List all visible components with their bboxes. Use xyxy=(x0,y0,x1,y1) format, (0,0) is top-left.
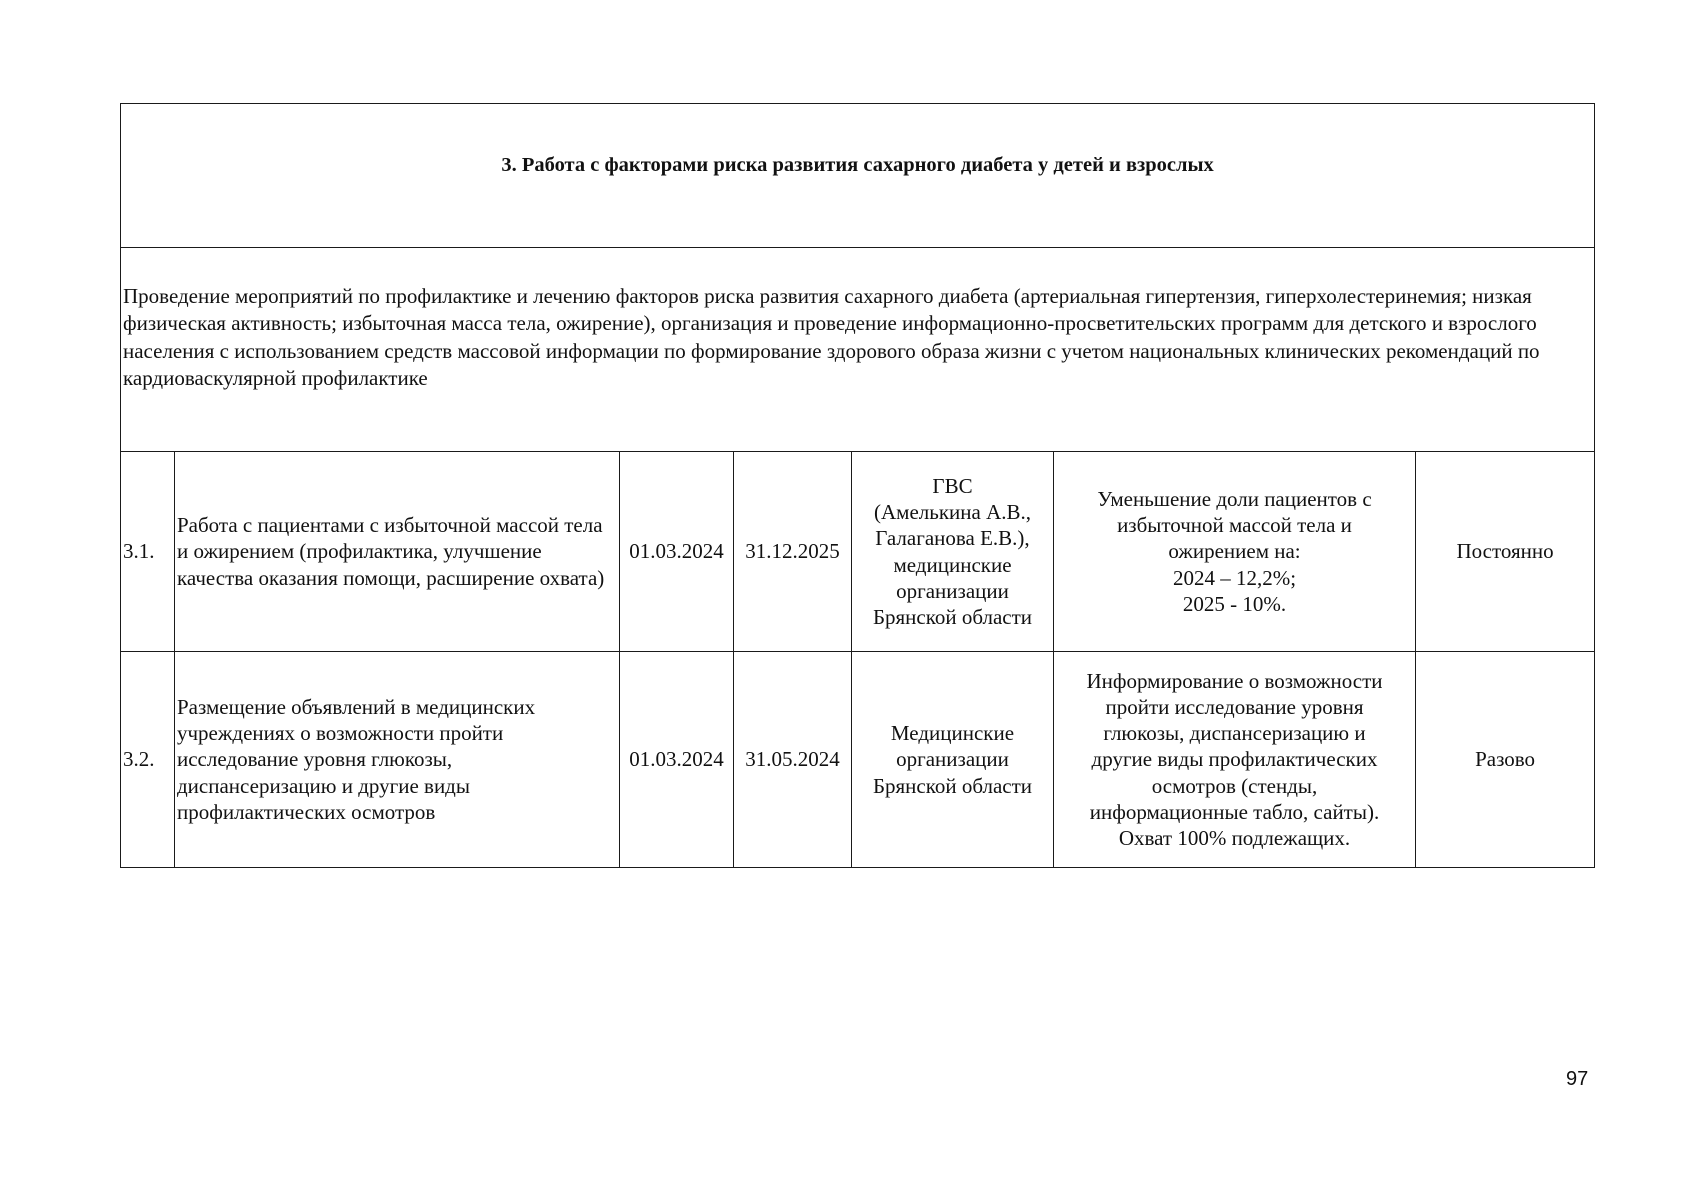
row-end-date: 31.12.2025 xyxy=(734,452,852,652)
row-number: 3.2. xyxy=(121,652,175,868)
row-activity: Работа с пациентами с избыточной массой тела и ожирением (профилактика, улучшение качества оказания помощи, расширение охвата) xyxy=(175,452,620,652)
row-start-date: 01.03.2024 xyxy=(620,452,734,652)
section-description-row xyxy=(121,248,1595,452)
section-title-cell xyxy=(121,104,1595,248)
section-description: Проведение мероприятий по профилактике и лечению факторов риска развития сахарного диабета (артериальная гипертензия, гиперхолестеринемия; низкая физическая активность; избыточная масса тела, ожирение), организация и проведение информационно-просветительских программ для детского и взрослого населения с использованием средств массовой информации по формирование здорового образа жизни с учетом национальных клинических рекомендаций по кардиоваскулярной профилактике xyxy=(123,283,1540,390)
activities-table xyxy=(120,103,1595,868)
section-title: 3. Работа с факторами риска развития сахарного диабета у детей и взрослых xyxy=(501,153,1214,176)
row-number: 3.1. xyxy=(121,452,175,652)
row-result: Информирование о возможности пройти исследование уровня глюкозы, диспансеризацию и другие виды профилактических осмотров (стенды, информационные табло, сайты). Охват 100% подлежащих. xyxy=(1054,652,1416,868)
section-description-cell xyxy=(121,248,1595,452)
section-title-row xyxy=(121,104,1595,248)
table-row xyxy=(121,452,1595,652)
row-start-date: 01.03.2024 xyxy=(620,652,734,868)
row-responsible: ГВС (Амелькина А.В., Галаганова Е.В.), медицинские организации Брянской области xyxy=(852,452,1054,652)
table-row xyxy=(121,652,1595,868)
row-responsible: Медицинские организации Брянской области xyxy=(852,652,1054,868)
page-number: 97 xyxy=(1566,1068,1589,1090)
row-frequency: Постоянно xyxy=(1416,452,1595,652)
row-activity: Размещение объявлений в медицинских учреждениях о возможности пройти исследование уровня глюкозы, диспансеризацию и другие виды профилактических осмотров xyxy=(175,652,620,868)
row-frequency: Разово xyxy=(1416,652,1595,868)
row-result: Уменьшение доли пациентов с избыточной массой тела и ожирением на: 2024 – 12,2%; 2025 - 10%. xyxy=(1054,452,1416,652)
row-end-date: 31.05.2024 xyxy=(734,652,852,868)
